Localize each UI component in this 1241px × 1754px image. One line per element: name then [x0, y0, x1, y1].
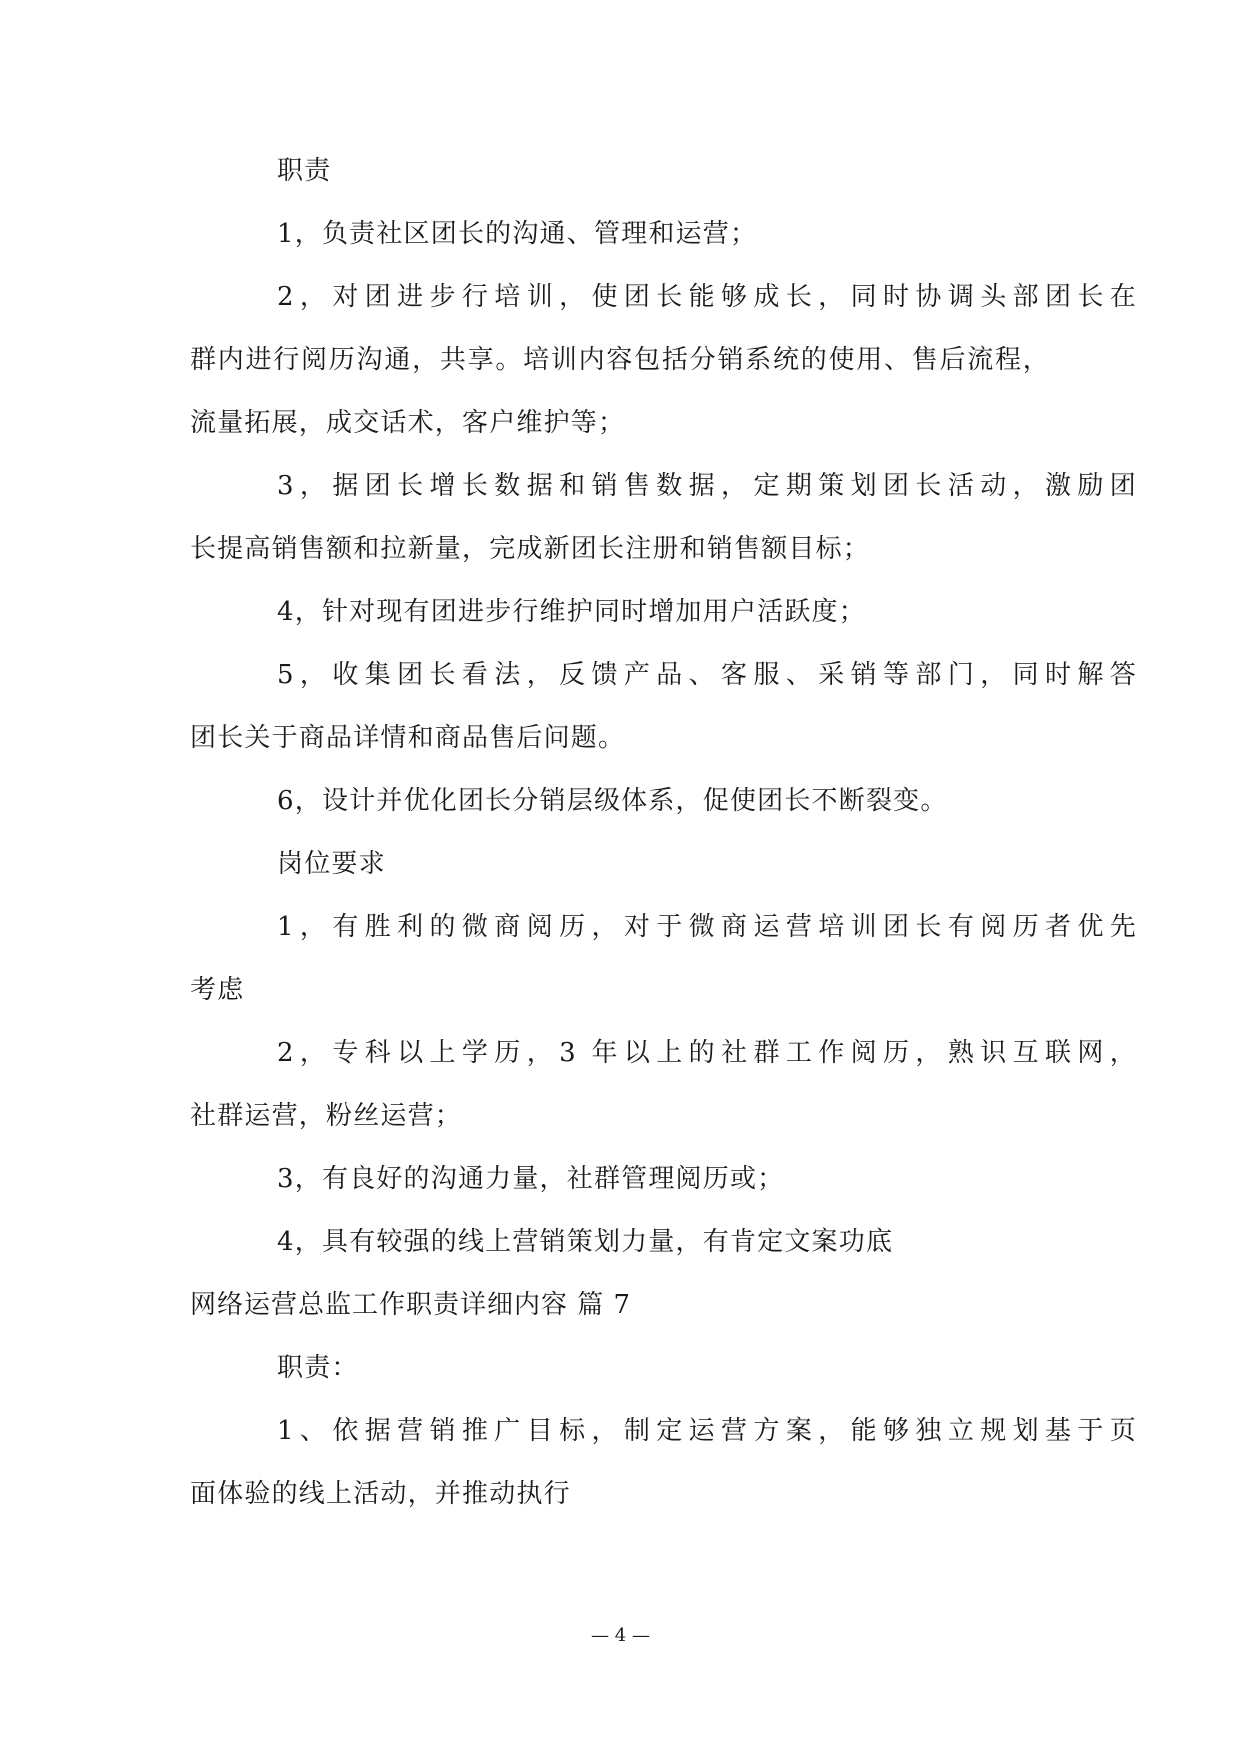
paragraph-line: 团长关于商品详情和商品售后问题。	[190, 723, 626, 753]
document-body	[190, 156, 1137, 1544]
paragraph-line: 1、依据营销推广目标，制定运营方案，能够独立规划基于页	[277, 1416, 1137, 1446]
paragraph-line: 4，具有较强的线上营销策划力量，有肯定文案功底	[277, 1227, 894, 1257]
paragraph-line: 长提高销售额和拉新量，完成新团长注册和销售额目标；	[190, 534, 871, 564]
paragraph-line: 社群运营，粉丝运营；	[190, 1101, 463, 1131]
paragraph-line: 2，专科以上学历，3 年以上的社群工作阅历，熟识互联网，	[277, 1038, 1137, 1068]
paragraph-line: 群内进行阅历沟通，共享。培训内容包括分销系统的使用、售后流程，	[190, 345, 1050, 375]
paragraph-line: 面体验的线上活动，并推动执行	[190, 1479, 571, 1509]
paragraph-line: 1，负责社区团长的沟通、管理和运营；	[277, 219, 758, 249]
paragraph-line: 3，有良好的沟通力量，社群管理阅历或；	[277, 1164, 785, 1194]
section-heading-duties: 职责	[277, 156, 332, 186]
page-number: — 4 —	[591, 1625, 650, 1646]
section-heading-requirements: 岗位要求	[277, 849, 386, 879]
paragraph-line: 3，据团长增长数据和销售数据，定期策划团长活动，激励团	[277, 471, 1137, 501]
paragraph-line: 6，设计并优化团长分销层级体系，促使团长不断裂变。	[277, 786, 948, 816]
paragraph-line: 考虑	[190, 975, 245, 1005]
paragraph-line: 4，针对现有团进步行维护同时增加用户活跃度；	[277, 597, 866, 627]
paragraph-line: 1，有胜利的微商阅历，对于微商运营培训团长有阅历者优先	[277, 912, 1137, 942]
section-heading-duties-2: 职责：	[277, 1353, 359, 1383]
paragraph-line: 5，收集团长看法，反馈产品、客服、采销等部门，同时解答	[277, 660, 1137, 690]
paragraph-line: 2，对团进步行培训，使团长能够成长，同时协调头部团长在	[277, 282, 1137, 312]
paragraph-line: 流量拓展，成交话术，客户维护等；	[190, 408, 626, 438]
article-title: 网络运营总监工作职责详细内容 篇 7	[190, 1290, 632, 1320]
